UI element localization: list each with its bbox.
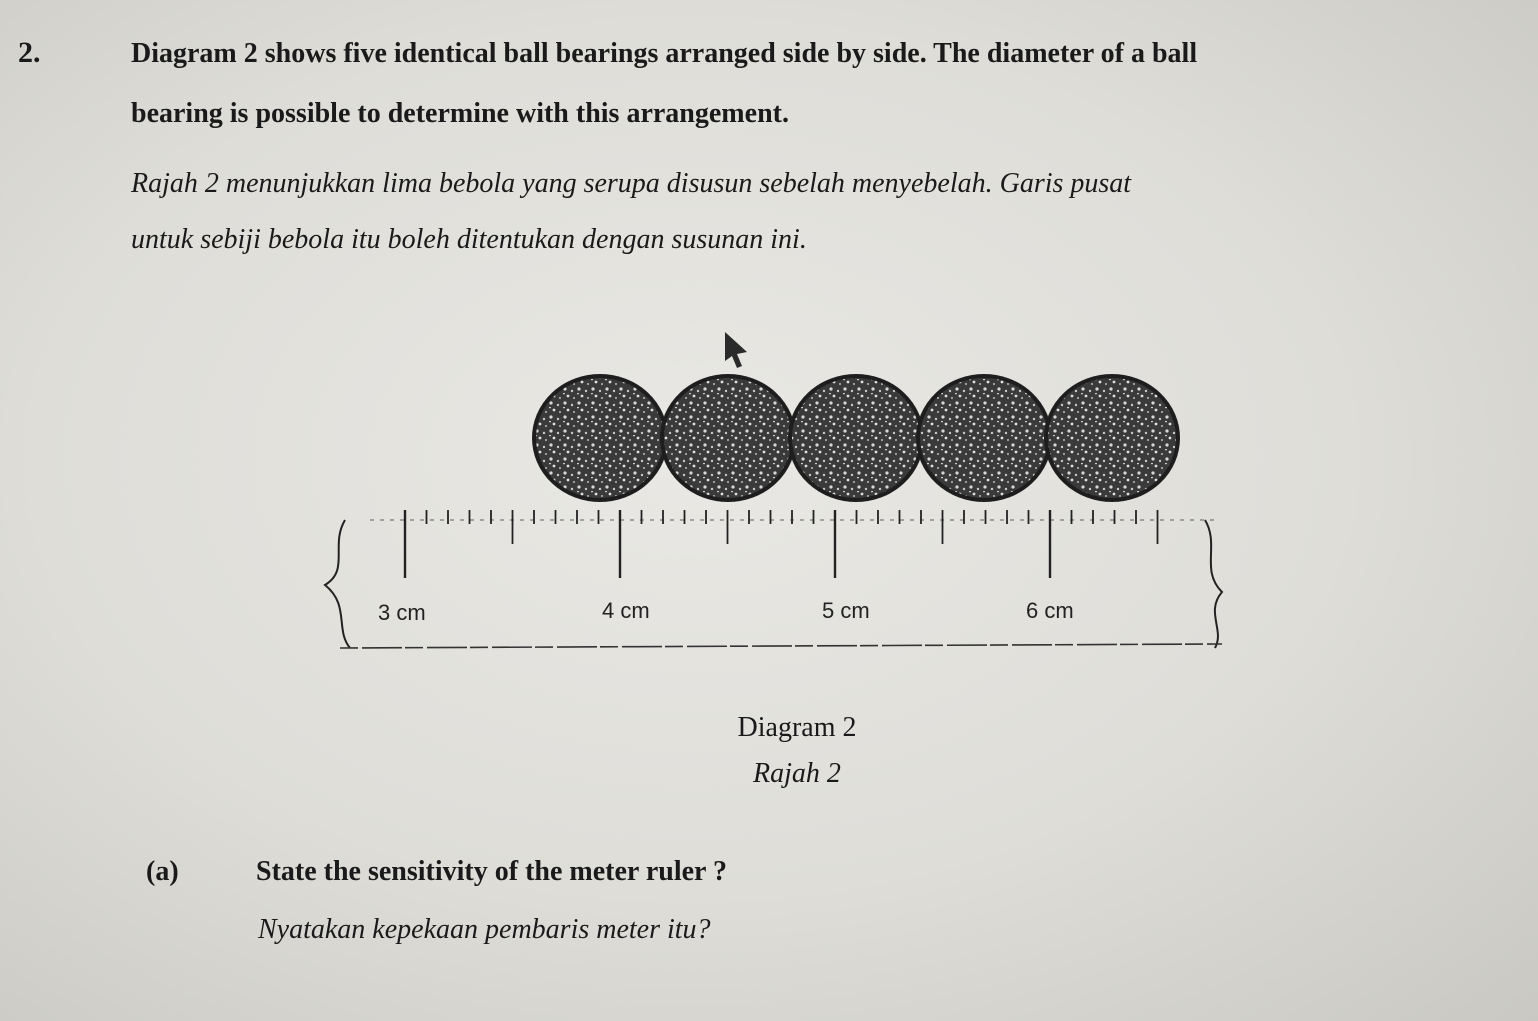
question-text-english-line-1: Diagram 2 shows five identical ball bearings arranged side by side. The diameter of a ball: [131, 38, 1198, 69]
pointer-arrow-icon: [725, 332, 747, 368]
ball-bearing: [534, 376, 666, 500]
question-text-malay-line-2: untuk sebiji bebola itu boleh ditentukan dengan susunan ini.: [131, 224, 807, 255]
ball-bearings-diagram: [310, 330, 1250, 670]
ruler-label-5cm: 5 cm: [822, 598, 870, 623]
ruler-label-3cm: 3 cm: [378, 600, 426, 625]
question-text-english-line-2: bearing is possible to determine with this arrangement.: [131, 98, 789, 129]
part-a-question-malay: Nyatakan kepekaan pembaris meter itu?: [258, 914, 711, 945]
ruler-label-6cm: 6 cm: [1026, 598, 1074, 623]
ball-bearings-group: [534, 376, 1178, 500]
ball-bearing: [1046, 376, 1178, 500]
diagram-caption-malay: Rajah 2: [753, 758, 841, 789]
diagram-caption-english: Diagram 2: [737, 712, 857, 743]
ruler-right-break: [1205, 520, 1222, 648]
ball-bearing: [790, 376, 922, 500]
ball-bearing: [662, 376, 794, 500]
ruler-left-break: [325, 520, 350, 648]
ruler-bottom-edge: [340, 644, 1222, 648]
question-number: 2.: [18, 36, 41, 69]
ruler-label-4cm: 4 cm: [602, 598, 650, 623]
ball-bearing: [918, 376, 1050, 500]
ruler: [325, 510, 1222, 648]
part-a-question-english: State the sensitivity of the meter ruler ?: [256, 856, 727, 887]
part-a-label: (a): [146, 856, 179, 887]
question-text-malay-line-1: Rajah 2 menunjukkan lima bebola yang serupa disusun sebelah menyebelah. Garis pusat: [131, 168, 1132, 199]
